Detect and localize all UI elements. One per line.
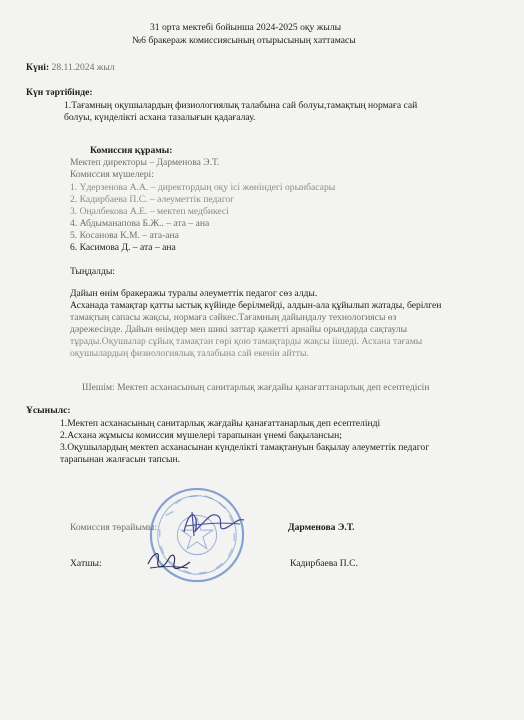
heard-line: оқушылардың физиологиялық талабына сай екенін айтты. (70, 348, 309, 359)
date-label: Күні: (26, 62, 50, 73)
heard-line: тамақтың сапасы жақсы, нормаға сәйкес.Тағамның дайындалу технологиясы өз (70, 312, 397, 323)
chair-signature-icon (178, 506, 250, 540)
proposed-label: Ұсынылс: (26, 405, 71, 416)
header-line-2: №6 бракераж комиссиясының отырысының хаттамасы (132, 35, 356, 46)
commission-chair: Мектеп директоры – Дарменова Э.Т. (70, 157, 220, 168)
commission-member: 1. Үдерзенова А.А. – директордың оқу ісі жөніндегі орынбасары (70, 182, 336, 193)
date-row (26, 62, 115, 73)
heard-line: Асханада тамақтар қатты ыстық күйінде берілмейді, алдын-ала құйылып жатады, берілген (70, 300, 442, 311)
secretary-signature-icon (144, 546, 194, 576)
commission-member: 2. Кадирбаева П.С. – әлеуметтік педагог (70, 194, 235, 205)
proposed-item: 2.Асхана жұмысы комиссия мүшелері тарапынан үнемі бақылансын; (60, 430, 342, 441)
secretary-name: Кадирбаева П.С. (290, 558, 358, 569)
agenda-line-1: 1.Тағамның оқушылардың физиологиялық талабына сай болуы,тамақтың нормаға сай (64, 100, 418, 111)
commission-member: 5. Косанова К.М. – ата-ана (70, 230, 179, 241)
commission-member: 4. Абдыманапова Б.Ж.. – ата – ана (70, 218, 210, 229)
agenda-line-2: болуы, күнделікті асхана тазалығын қадағалау. (64, 112, 256, 123)
heard-line: дәрежесінде. Дайын өнімдер мен шикі заттар қажетті арнайы орындарда сақтаулы (70, 324, 408, 335)
commission-member: 6. Касимова Д. – ата – ана (70, 242, 176, 253)
heard-line: Дайын өнім бракеражы туралы әлеуметтік педагог сөз алды. (70, 288, 318, 299)
header-line-1: 31 орта мектебі бойынша 2024-2025 оқу жылы (150, 22, 342, 33)
heard-label: Тыңдалды: (70, 266, 115, 277)
commission-title: Комиссия құрамы: (90, 145, 173, 156)
chair-name: Дарменова Э.Т. (288, 522, 355, 533)
proposed-item: 1.Мектеп асханасының санитарлық жағдайы қанағаттанарлық деп есептелінді (60, 418, 381, 429)
proposed-item: 3.Оқушылардың мектеп асханасынан күнделікті тамақтануын бақылау әлеуметтік педагог (60, 442, 430, 453)
chair-label: Комиссия төрайымы: (70, 522, 158, 533)
date-value: 28.11.2024 жыл (49, 62, 115, 73)
commission-members-label: Комиссия мүшелері: (70, 169, 154, 180)
agenda-label: Күн тәртібінде: (26, 87, 93, 98)
commission-member: 3. Оңалбекова А.Е. – мектеп медбикесі (70, 206, 229, 217)
decision-text: Шешім: Мектеп асханасының санитарлық жағдайы қанағаттанарлық деп есептедісін (82, 382, 430, 393)
proposed-item: тарапынан жалғасын тапсын. (60, 454, 181, 465)
secretary-label: Хатшы: (70, 558, 102, 569)
heard-line: тұрады.Оқушылар сұйық тамақтан гөрі қою тамақтарды жақсы іішеді. Асхана тағамы (70, 336, 423, 347)
